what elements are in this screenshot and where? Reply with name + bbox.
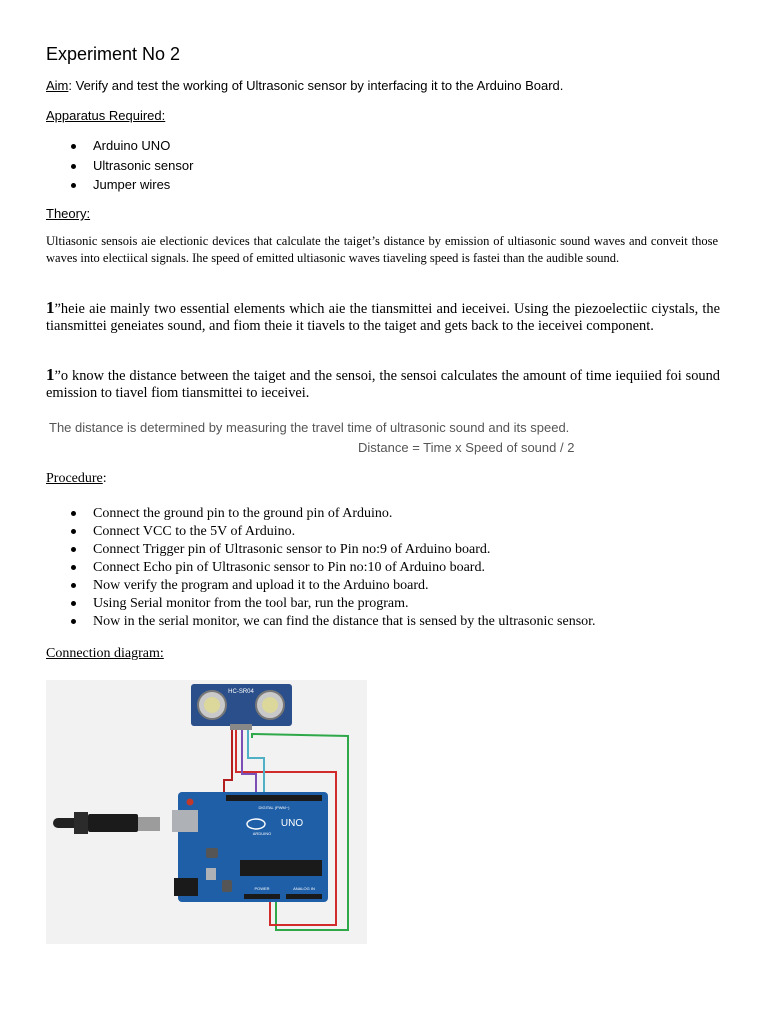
capacitor-1: [206, 848, 218, 858]
apparatus-heading: Apparatus Required:: [46, 108, 166, 123]
aim-line: [46, 78, 563, 93]
apparatus-list: [46, 138, 193, 197]
paragraph-body: ”o know the distance between the taiget and the sensoi, the sensoi calculates the amount of time iequiied foi sound emission to tiavel fiom tiansmittei to ieceivei.: [46, 368, 720, 401]
list-item: Arduino UNO: [46, 138, 193, 158]
usb-cable: [58, 812, 160, 834]
procedure-heading: [46, 471, 107, 487]
connection-diagram-svg: [46, 680, 367, 944]
list-item: Jumper wires: [46, 177, 193, 197]
list-item: Now verify the program and upload it to the Arduino board.: [46, 577, 596, 595]
list-item: Connect Echo pin of Ultrasonic sensor to Pin no:10 of Arduino board.: [46, 559, 596, 577]
distance-description: The distance is determined by measuring the travel time of ultrasonic sound and its speed.: [49, 420, 570, 435]
crystal: [206, 868, 216, 880]
procedure-list: [46, 505, 596, 631]
list-item: Now in the serial monitor, we can find the distance that is sensed by the ultrasonic sensor.: [46, 613, 596, 631]
list-item: Ultrasonic sensor: [46, 158, 193, 178]
procedure-heading-label: Procedure: [46, 471, 103, 486]
list-item: Connect VCC to the 5V of Arduino.: [46, 523, 596, 541]
board-analog-label: ANALOG IN: [293, 886, 315, 891]
aim-text: : Verify and test the working of Ultrasonic sensor by interfacing it to the Arduino Board.: [68, 78, 564, 93]
theory-heading: Theory:: [46, 206, 91, 221]
list-item: Connect Trigger pin of Ultrasonic sensor to Pin no:9 of Arduino board.: [46, 541, 596, 559]
power-header: [244, 894, 280, 899]
chip: [240, 860, 322, 876]
paragraph-initial: 1: [46, 298, 55, 317]
paragraph-body: ”heie aie mainly two essential elements which aie the tiansmittei and ieceivei. Using the piezoelectiic ciystals, the tiansmittei geneiates sound, and fiom theie it tiavels to the taiget and gets back to the ieceivei component.: [46, 301, 720, 334]
ultrasonic-sensor: [191, 684, 292, 730]
theory-paragraph-2: [46, 300, 720, 335]
theory-paragraph-3: [46, 367, 720, 402]
experiment-title: Experiment No 2: [46, 44, 181, 64]
distance-formula: Distance = Time x Speed of sound / 2: [358, 440, 575, 455]
aim-label: Aim: [46, 78, 69, 93]
capacitor-2: [222, 880, 232, 892]
reset-button: [187, 799, 194, 806]
wire-red-2: [224, 728, 232, 796]
theory-paragraph-1: Ultiasonic sensois aie electionic devices that calculate the taiget’s distance by emission of ultiasonic sound waves and conveit those waves into electiical signals. Ihe speed of emitted ultiasonic waves tiaveling speed is fastei than the audible sound.: [46, 234, 718, 265]
connection-diagram: [46, 680, 367, 944]
list-item: Using Serial monitor from the tool bar, run the program.: [46, 595, 596, 613]
paragraph-initial: 1: [46, 365, 55, 384]
procedure-heading-colon: :: [102, 471, 107, 486]
list-item: Connect the ground pin to the ground pin of Arduino.: [46, 505, 596, 523]
board-arduino-label: ARDUINO: [252, 831, 272, 836]
usb-connector: [172, 810, 198, 832]
connection-heading: Connection diagram:: [46, 646, 164, 661]
arduino-board: [172, 792, 328, 902]
sensor-label: HC-SR04: [228, 689, 254, 695]
analog-header: [286, 894, 322, 899]
board-digital-label: DIGITAL (PWM~): [258, 805, 290, 810]
power-jack: [174, 878, 198, 896]
digital-header: [226, 795, 322, 801]
board-power-label: POWER: [254, 886, 270, 891]
board-uno-label: UNO: [280, 818, 304, 829]
